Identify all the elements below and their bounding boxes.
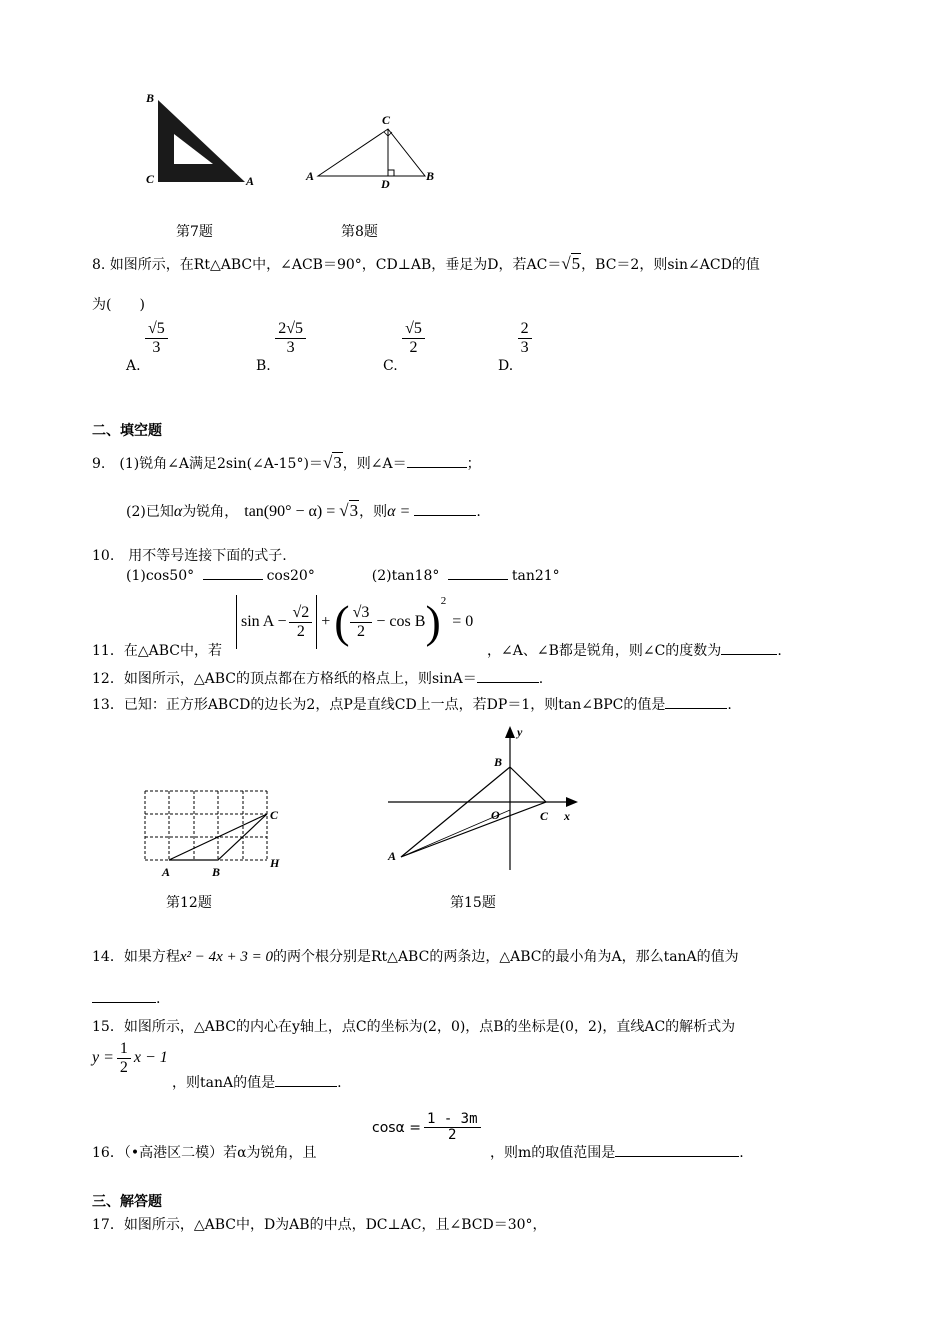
q16-post-line <box>490 1142 744 1162</box>
q9-l2-post: ，则 <box>359 504 388 520</box>
q15-blank[interactable] <box>275 1086 337 1087</box>
q10-blank-1[interactable] <box>203 579 263 580</box>
q11-frac2: $\frac{√3}{2}$ <box>350 604 373 640</box>
q15-line1: 15．如图所示，△ABC的内心在y轴上，点C的坐标为(2，0)，点B的坐标是(0，2)，直线AC的解析式为 <box>92 1019 736 1035</box>
q9-l1-pre: 9. (1)锐角∠A满足2sin(∠A-15°)＝ <box>92 456 323 472</box>
q11-exponent: 2 <box>440 595 447 607</box>
figure-8-triangle <box>300 110 445 190</box>
q10-blank-2[interactable] <box>448 579 508 580</box>
fig8-label-b: B <box>426 169 435 183</box>
q11-end: . <box>777 643 782 659</box>
x-axis-arrow <box>566 797 578 807</box>
q11-blank[interactable] <box>721 654 777 655</box>
q14-line1 <box>92 946 739 966</box>
q11-abs-value <box>236 595 317 649</box>
fig7-label-a: A <box>246 174 255 188</box>
q9-l2-pre: (2)已知 <box>126 504 174 520</box>
q11-frac1: $\frac{√2}{2}$ <box>289 604 312 640</box>
triangle-abc-coord <box>401 767 546 857</box>
q8-option-a <box>126 320 168 374</box>
q11-cos-b: − cos B <box>376 613 426 630</box>
q11-eq-zero: = 0 <box>452 613 474 630</box>
q15-frac: $\frac{1}{2}$ <box>117 1040 131 1076</box>
q14-equation: x² − 4x + 3 = 0 <box>179 949 274 965</box>
y-axis-arrow <box>505 726 515 738</box>
q9-line2 <box>126 501 481 521</box>
fig12-caption: 第12题 <box>166 895 212 911</box>
q9-blank-1[interactable] <box>407 467 467 468</box>
q8-line1-pre: 8. 如图所示，在Rt△ABC中，∠ACB＝90°，CD⊥AB，垂足为D，若AC＝ <box>92 257 562 273</box>
fig15-label-x: x <box>564 809 570 823</box>
q16-frac: $\frac{1 - 3m}{2}$ <box>424 1112 481 1144</box>
q8-option-d-frac: $\frac{2}{3}$ <box>518 320 532 356</box>
fig8-label-a: A <box>306 169 315 183</box>
q15-end: . <box>337 1075 342 1091</box>
fig15-caption: 第15题 <box>450 895 496 911</box>
q11-post-line <box>487 640 782 660</box>
fig15-label-a: A <box>388 849 397 863</box>
fig15-label-o: O <box>491 808 500 822</box>
q8-option-b-frac: $\frac{2√5}{3}$ <box>275 320 306 356</box>
q14-line2 <box>92 991 160 1007</box>
q16-blank[interactable] <box>615 1156 739 1157</box>
q10-part1: (1)cos50° <box>126 568 195 584</box>
fig12-label-c: C <box>270 808 279 822</box>
section-3-heading: 三、解答题 <box>92 1194 162 1210</box>
q8-option-c-frac: $\frac{√5}{2}$ <box>402 320 425 356</box>
fig12-label-a: A <box>162 865 171 879</box>
q9-alpha-eq: α = <box>387 503 411 520</box>
q17-line: 17．如图所示，△ABC中，D为AB的中点，DC⊥AC，且∠BCD＝30°， <box>92 1217 547 1233</box>
q14-pre: 14．如果方程 <box>92 949 180 965</box>
q10-part2b: tan21° <box>511 568 560 584</box>
fig15-label-c: C <box>540 809 549 823</box>
q8-sqrt5: √5 <box>561 254 581 273</box>
q16-formula <box>372 1112 481 1144</box>
fig12-label-h: H <box>270 856 280 870</box>
q9-l2-mid: 为锐角， <box>182 504 239 520</box>
q8-line1 <box>92 254 760 274</box>
q9-sqrt3: √3 <box>322 453 342 472</box>
figure-7-set-square <box>140 90 260 190</box>
q10-part1b: cos20° <box>266 568 315 584</box>
fig7-caption: 第7题 <box>176 224 213 240</box>
q16-pre: 16．（•高港区二模）若α为锐角，且 <box>92 1145 317 1161</box>
fig8-label-c: C <box>382 113 391 127</box>
q9-sqrt3-b: √3 <box>339 501 359 520</box>
q8-option-b-label: B. <box>256 358 271 375</box>
q13-line <box>92 694 732 714</box>
fig8-label-d: D <box>381 177 390 190</box>
q11-formula: sin A − $\frac{√2}{2}$ + ( $\frac{√3}{2}$ − cos B ) 2 = 0 <box>236 593 473 651</box>
q14-end: . <box>156 991 161 1007</box>
q10-line1: 10. 用不等号连接下面的式子. <box>92 548 287 564</box>
q9-l1-end: ； <box>466 456 481 472</box>
q16-cos: cosα = <box>372 1119 421 1136</box>
fig7-label-b: B <box>146 91 155 105</box>
q12-line <box>92 668 543 688</box>
q8-option-b <box>256 320 306 374</box>
triangle-abc <box>318 129 425 176</box>
q9-blank-2[interactable] <box>414 515 476 516</box>
q15-rest: x − 1 <box>133 1049 168 1067</box>
figure-15-coordinate <box>380 722 590 874</box>
q15-post: ，则tanA的值是 <box>172 1075 276 1091</box>
set-square-outer <box>158 100 245 182</box>
q13-text: 13．已知：正方形ABCD的边长为2，点P是直线CD上一点，若DP＝1，则tan∠BPC的值是 <box>92 697 666 713</box>
q12-end: . <box>538 671 544 687</box>
fig15-label-b: B <box>494 755 503 769</box>
fig12-label-b: B <box>212 865 221 879</box>
q8-option-c <box>383 320 425 374</box>
q8-option-a-label: A. <box>126 358 141 375</box>
q15-y-eq: y = <box>92 1049 114 1067</box>
right-angle-mark-d <box>388 170 394 176</box>
q11-post: ，∠A、∠B都是锐角，则∠C的度数为 <box>487 643 722 659</box>
q8-option-c-label: C. <box>383 358 398 375</box>
q15-line2 <box>92 1040 168 1076</box>
q13-end: . <box>727 697 732 713</box>
q9-line1 <box>92 453 481 473</box>
q9-l2-end: . <box>476 504 481 520</box>
q14-post: 的两个根分别是Rt△ABC的两条边，△ABC的最小角为A，那么tanA的值为 <box>273 949 739 965</box>
grid-lines <box>145 791 267 860</box>
q15-line3 <box>172 1072 342 1092</box>
q9-alpha: α <box>173 503 183 520</box>
q13-blank[interactable] <box>665 708 727 709</box>
q16-end: . <box>739 1145 744 1161</box>
section-2-heading: 二、填空题 <box>92 423 162 439</box>
q9-l1-post: ，则∠A＝ <box>342 456 407 472</box>
q12-blank[interactable] <box>477 682 539 683</box>
q9-tan-expr: tan(90° − α) = <box>244 503 340 520</box>
fig15-label-y: y <box>517 725 523 739</box>
q8-line2: 为( ) <box>92 297 145 313</box>
q8-line1-post: ，BC＝2，则sin∠ACD的值 <box>581 257 760 273</box>
q12-text: 12．如图所示，△ABC的顶点都在方格纸的格点上，则sinA＝ <box>92 671 477 687</box>
q16-post: ，则m的取值范围是 <box>490 1145 616 1161</box>
q10-part2: (2)tan18° <box>371 568 440 584</box>
q14-blank[interactable] <box>92 1002 156 1003</box>
q8-option-d <box>498 320 532 374</box>
fig7-label-c: C <box>146 172 155 186</box>
figure-12-grid <box>140 785 290 880</box>
q8-option-a-frac: $\frac{√5}{3}$ <box>145 320 168 356</box>
q10-line2 <box>126 568 560 584</box>
q11-pre: 11．在△ABC中，若 <box>92 643 222 659</box>
q8-option-d-label: D. <box>498 358 514 375</box>
fig8-caption: 第8题 <box>341 224 378 240</box>
q11-sin-a: sin A − <box>241 613 287 630</box>
